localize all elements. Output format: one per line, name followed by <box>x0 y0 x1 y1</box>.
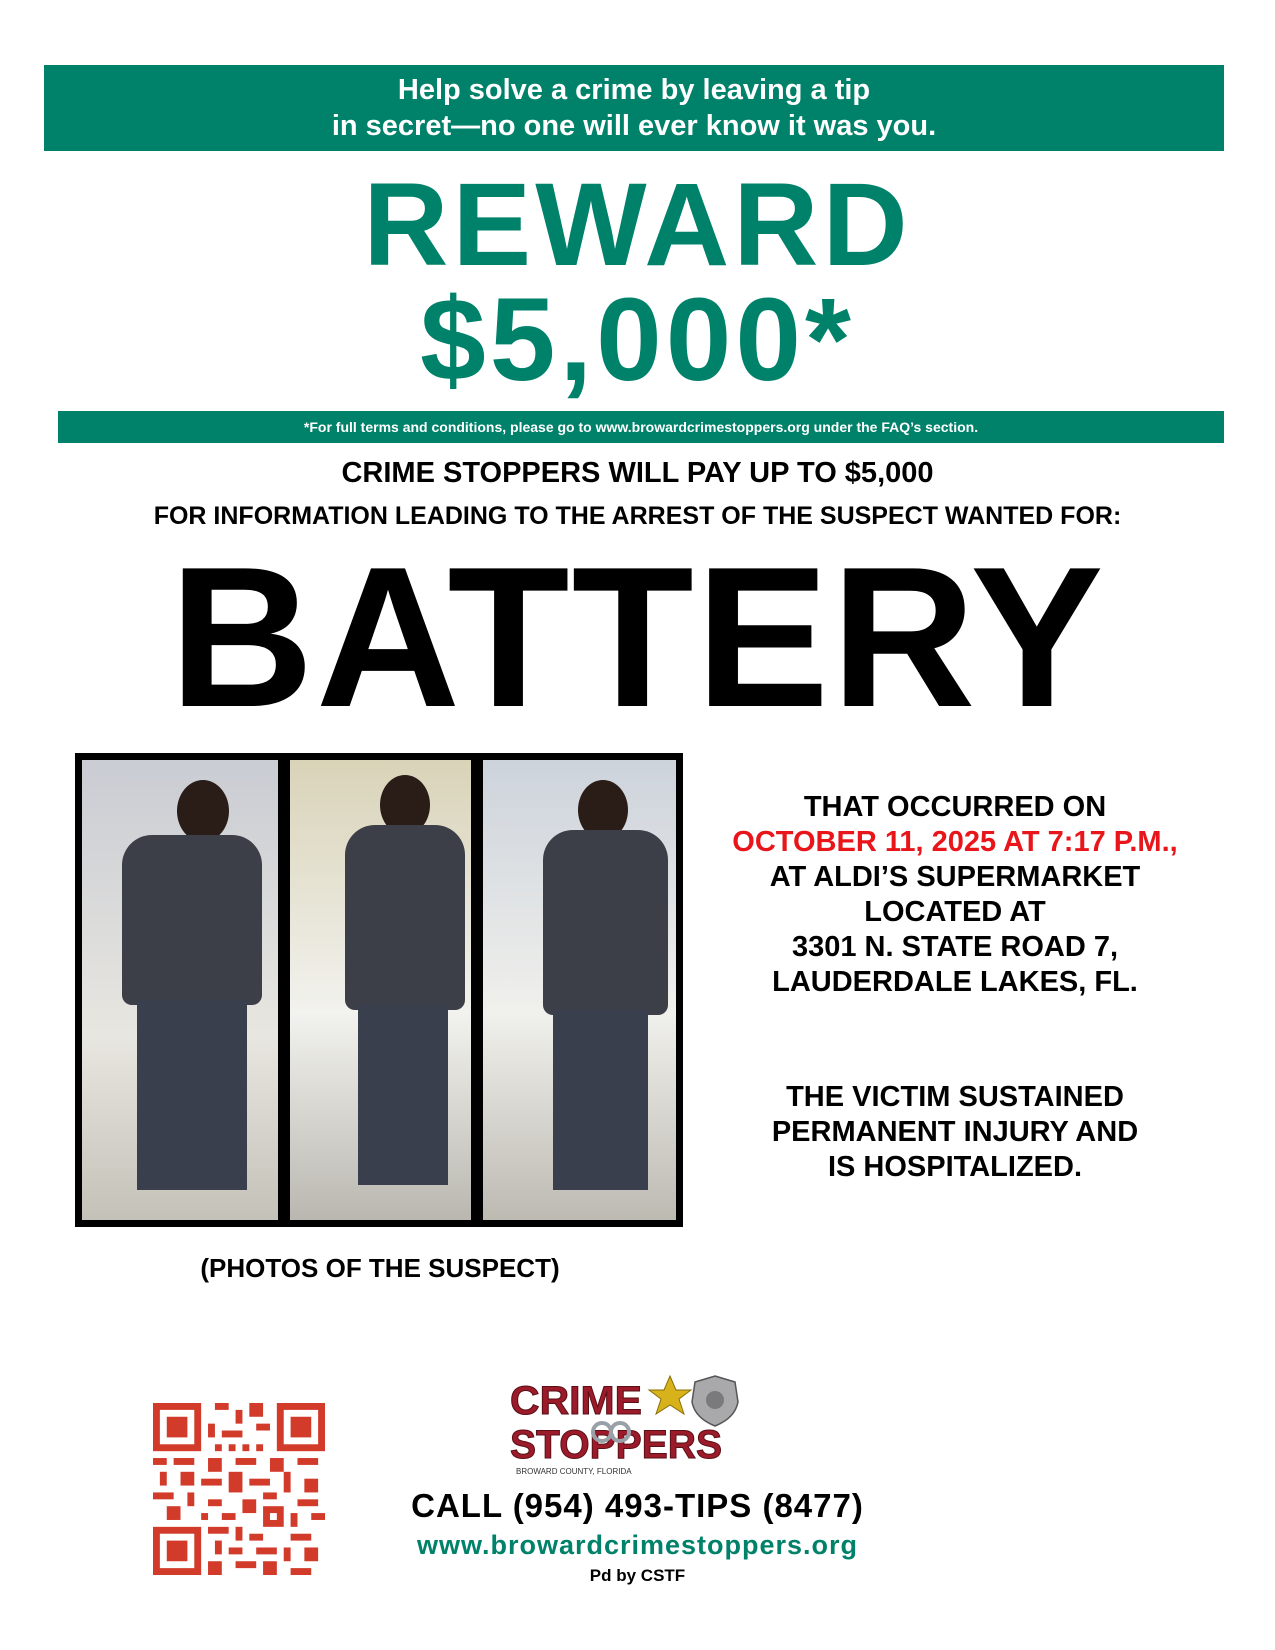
sheriff-star-icon <box>649 1376 691 1414</box>
suspect-photo-2 <box>290 760 471 1220</box>
incident-date: OCTOBER 11, 2025 AT 7:17 P.M., <box>732 826 1178 858</box>
incident-details <box>700 790 1210 1000</box>
paid-by-note: Pd by CSTF <box>589 1566 686 1585</box>
victim-line-2: PERMANENT INJURY AND <box>771 1116 1139 1148</box>
crime-title: BATTERY <box>169 526 1106 749</box>
website-link[interactable]: www.browardcrimestoppers.org <box>416 1530 859 1560</box>
top-banner <box>44 65 1224 151</box>
crime-stoppers-logo <box>510 1372 770 1480</box>
call-tip-line[interactable]: CALL (954) 493-TIPS (8477) <box>411 1487 864 1524</box>
reward-amount: $5,000* <box>420 274 855 406</box>
details-line-1: THAT OCCURRED ON <box>803 791 1107 823</box>
banner-line-1: Help solve a crime by leaving a tip <box>397 74 871 106</box>
reward-title: REWARD <box>363 159 912 291</box>
details-line-5: 3301 N. STATE ROAD 7, <box>791 931 1119 963</box>
suspect-photos <box>75 753 683 1227</box>
logo-word-1: CRIME <box>510 1379 642 1423</box>
details-line-6: LAUDERDALE LAKES, FL. <box>772 966 1138 998</box>
suspect-photo-3 <box>483 760 676 1220</box>
banner-line-2: in secret—no one will ever know it was you. <box>331 110 937 142</box>
terms-bar <box>58 411 1224 443</box>
suspect-photo-1 <box>82 760 278 1220</box>
terms-text: *For full terms and conditions, please go to www.browardcrimestoppers.org under the FAQ’s section. <box>303 419 979 435</box>
logo-word-2: STOPPERS <box>510 1423 722 1467</box>
details-line-4: LOCATED AT <box>864 896 1046 928</box>
logo-subtitle: BROWARD COUNTY, FLORIDA <box>516 1467 632 1476</box>
photos-caption: (PHOTOS OF THE SUSPECT) <box>200 1253 560 1283</box>
pay-line: CRIME STOPPERS WILL PAY UP TO $5,000 <box>341 457 934 489</box>
details-line-3: AT ALDI’S SUPERMARKET <box>769 861 1141 893</box>
victim-status <box>700 1080 1210 1185</box>
info-line: FOR INFORMATION LEADING TO THE ARREST OF THE SUSPECT WANTED FOR: <box>153 502 1122 530</box>
victim-line-3: IS HOSPITALIZED. <box>827 1151 1083 1183</box>
victim-line-1: THE VICTIM SUSTAINED <box>786 1081 1124 1113</box>
